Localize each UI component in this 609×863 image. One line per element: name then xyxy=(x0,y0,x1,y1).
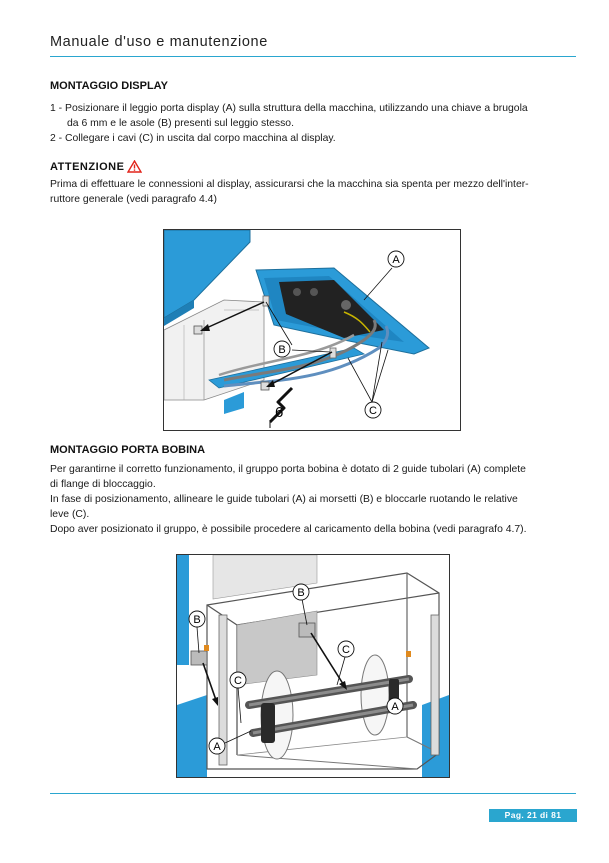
fig2-label-c-right: C xyxy=(342,644,350,656)
fig2-label-a-left: A xyxy=(213,741,221,753)
warning-title: ATTENZIONE xyxy=(50,160,125,173)
wrench-size-label: 6 xyxy=(275,404,284,421)
figure-reel-holder xyxy=(176,554,450,778)
warning-line2: ruttore generale (vedi paragrafo 4.4) xyxy=(50,194,217,205)
step1-line1: 1 - Posizionare il leggio porta display (A) sulla struttura della macchina, utilizzando una chiave a brugola xyxy=(50,103,528,114)
warning-line1: Prima di effettuare le connessioni al display, assicurarsi che la macchina sia spenta per mezzo dell'inter- xyxy=(50,179,529,190)
s2-p3: Dopo aver posizionato il gruppo, è possibile procedere al caricamento della bobina (vedi paragrafo 4.7). xyxy=(50,524,527,535)
step1-line2: da 6 mm e le asole (B) presenti sul leggio stesso. xyxy=(67,118,294,129)
fig2-label-a-right: A xyxy=(391,701,399,713)
s2-p1-line1: Per garantirne il corretto funzionamento, il gruppo porta bobina è dotato di 2 guide tubolari (A) complete xyxy=(50,464,526,475)
figure-display-mounting xyxy=(163,229,461,431)
warning-text xyxy=(50,177,576,207)
section1-step1 xyxy=(50,101,576,146)
header-rule xyxy=(50,56,576,57)
warning-heading xyxy=(50,160,142,173)
warning-triangle-icon xyxy=(127,160,142,173)
section2-heading: MONTAGGIO PORTA BOBINA xyxy=(50,444,206,456)
footer-rule xyxy=(50,793,576,794)
s2-p2-line1: In fase di posizionamento, allineare le guide tubolari (A) ai morsetti (B) e bloccarle ruotando le relative xyxy=(50,494,518,505)
page-number-badge: Pag. 21 di 81 xyxy=(489,809,577,822)
fig2-label-b-left: B xyxy=(193,614,201,626)
s2-p1-line2: di flange di bloccaggio. xyxy=(50,479,156,490)
header-title: Manuale d'uso e manutenzione xyxy=(50,34,268,50)
fig1-label-c: C xyxy=(369,405,377,417)
display-mounting-illustration xyxy=(164,230,460,430)
section2-text xyxy=(50,462,576,537)
fig2-label-c-left: C xyxy=(234,675,242,687)
s2-p2-line2: leve (C). xyxy=(50,509,90,520)
section1-heading: MONTAGGIO DISPLAY xyxy=(50,80,168,92)
fig1-label-b: B xyxy=(278,344,286,356)
reel-holder-illustration xyxy=(177,555,449,777)
fig2-label-b-top: B xyxy=(297,587,305,599)
step2: 2 - Collegare i cavi (C) in uscita dal corpo macchina al display. xyxy=(50,133,336,144)
fig1-label-a: A xyxy=(392,254,400,266)
